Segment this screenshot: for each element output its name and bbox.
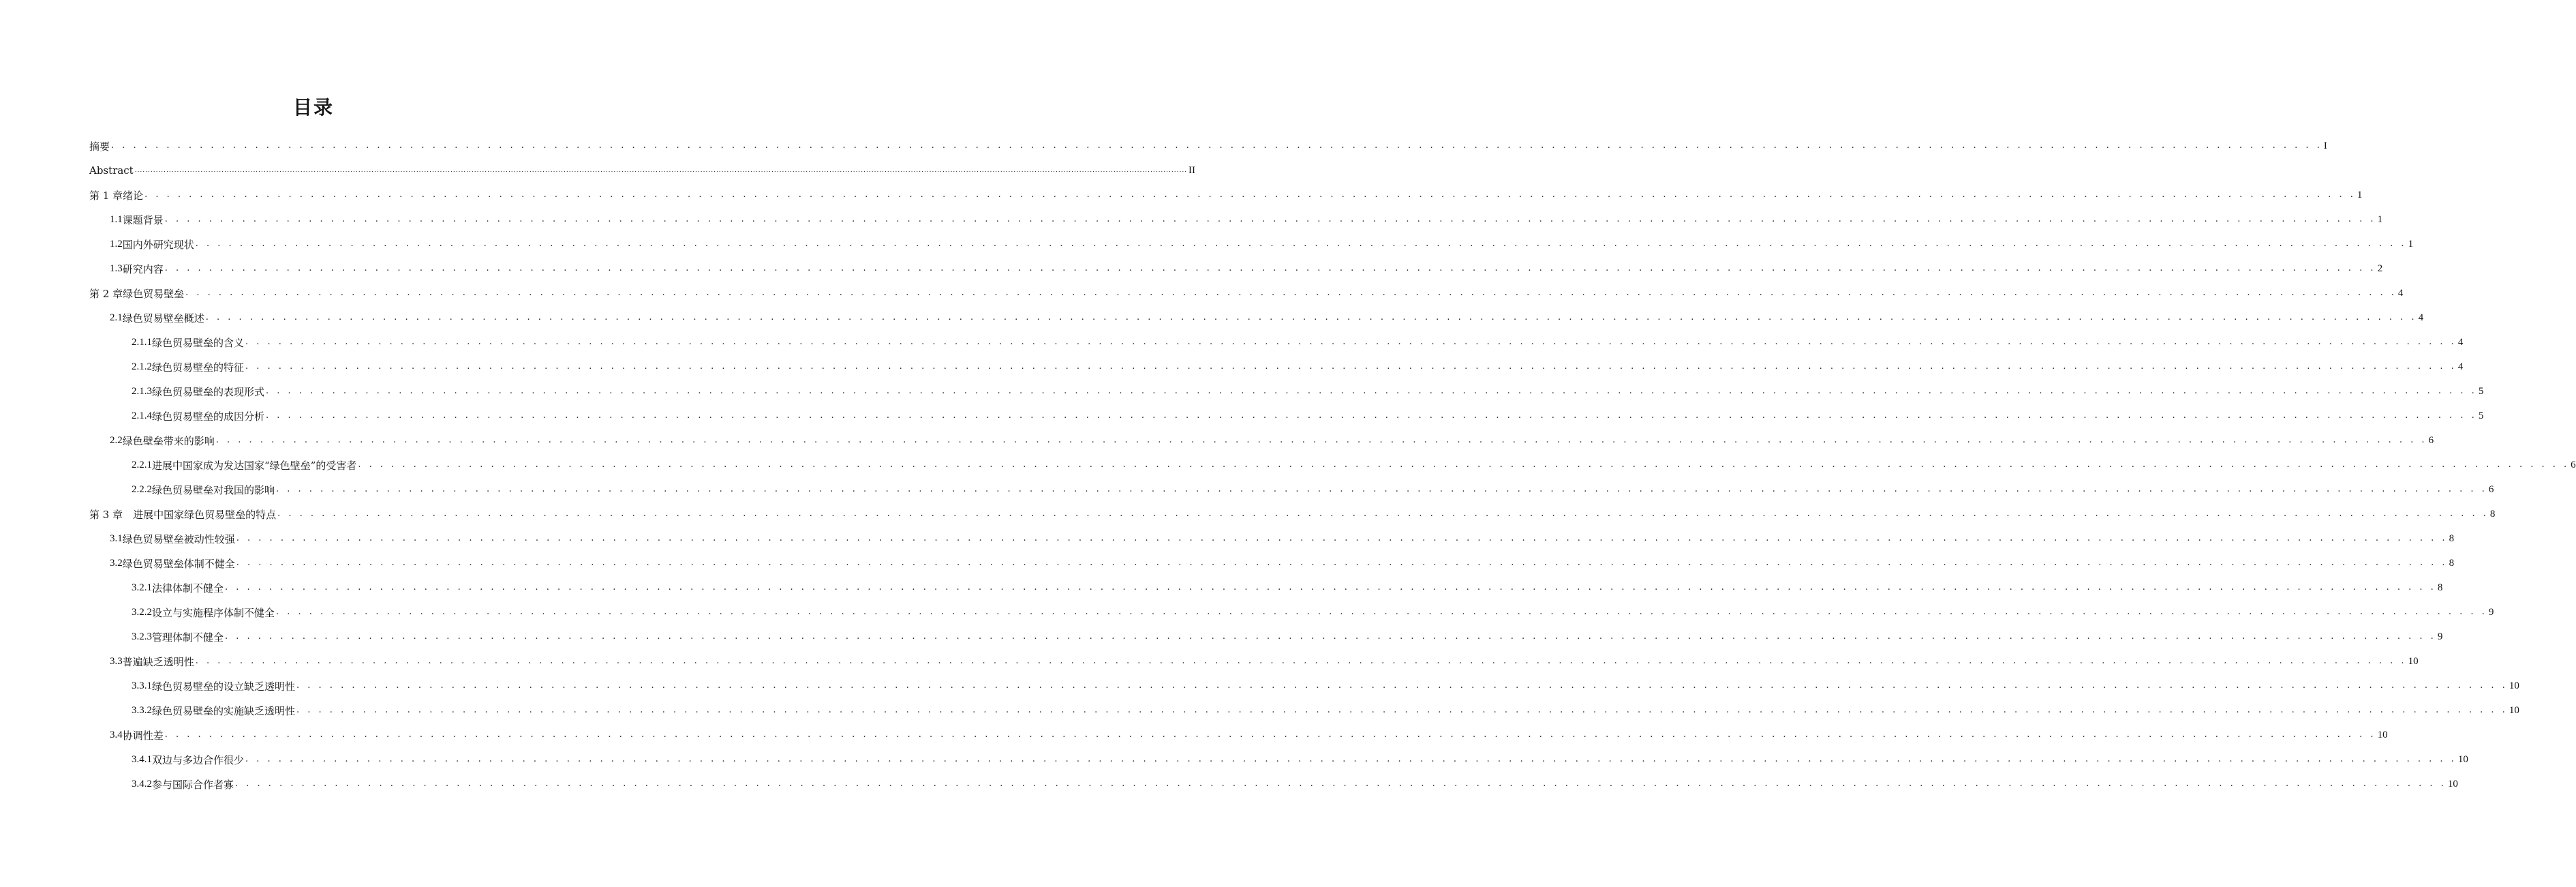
toc-entry-number: 2.2 bbox=[110, 434, 123, 446]
toc-entry[interactable] bbox=[110, 723, 2388, 747]
toc-entry[interactable] bbox=[110, 232, 2414, 256]
toc-entry-label: 进展中国家成为发达国家“绿色壁垒”的受害者 bbox=[152, 459, 357, 472]
dot-leader: . . . . . . . . . . . . . . . . . . . . . . . . . . . . . . . . . . . . . . . . . . . . . . . . . . . . . . . . . . . . . . . . . . . . . . . . . . . . . . . . . . . . . . . . . . . . . . . . . . . . . . . . . . . . . . . . . . . . . . . . . . . . . . . . . . . . . . . . . . . . . . . . . . . . . . . . . . . . . . . . . . . . . . . . . . . . . . . . . . . . . . . . . . . . . . . . . . . . . . . . bbox=[236, 558, 2448, 568]
dot-leader: . . . . . . . . . . . . . . . . . . . . . . . . . . . . . . . . . . . . . . . . . . . . . . . . . . . . . . . . . . . . . . . . . . . . . . . . . . . . . . . . . . . . . . . . . . . . . . . . . . . . . . . . . . . . . . . . . . . . . . . . . . . . . . . . . . . . . . . . . . . . . . . . . . . . . . . . . . . . . . . . . . . . . . . . . . . . . . . . . . . . . . . . . . . . . . . . . . . . . . . . bbox=[245, 754, 2457, 764]
toc-entry-number: 1.1 bbox=[110, 213, 123, 225]
dot-leader: . . . . . . . . . . . . . . . . . . . . . . . . . . . . . . . . . . . . . . . . . . . . . . . . . . . . . . . . . . . . . . . . . . . . . . . . . . . . . . . . . . . . . . . . . . . . . . . . . . . . . . . . . . . . . . . . . . . . . . . . . . . . . . . . . . . . . . . . . . . . . . . . . . . . . . . . . . . . . . . . . . . . . . . . . . . . . . . . . . . . . . . . . . . . . . . . . . . . . . . . bbox=[195, 656, 2407, 666]
toc-entry-page-number: 8 bbox=[2449, 557, 2455, 569]
dot-leader: . . . . . . . . . . . . . . . . . . . . . . . . . . . . . . . . . . . . . . . . . . . . . . . . . . . . . . . . . . . . . . . . . . . . . . . . . . . . . . . . . . . . . . . . . . . . . . . . . . . . . . . . . . . . . . . . . . . . . . . . . . . . . . . . . . . . . . . . . . . . . . . . . . . . . . . . . . . . . . . . . . . . . . . . . . . . . . . . . . . . . . . . . . . . . . . . . . . . . . . . bbox=[195, 239, 2407, 249]
toc-entry-page-number: 1 bbox=[2408, 238, 2414, 250]
toc-entry-number: 2.2.2 bbox=[132, 483, 152, 495]
toc-entry-label: 摘要 bbox=[89, 140, 110, 153]
toc-entry[interactable] bbox=[89, 183, 2363, 207]
toc-entry-number: 1.3 bbox=[110, 262, 123, 274]
toc-entry-page-number: 5 bbox=[2478, 410, 2484, 421]
page-title: 目录 bbox=[292, 96, 334, 119]
toc-entry-page-number: 4 bbox=[2397, 287, 2404, 299]
toc-entry-label: 课题背景 bbox=[122, 213, 164, 226]
dot-leader: . . . . . . . . . . . . . . . . . . . . . . . . . . . . . . . . . . . . . . . . . . . . . . . . . . . . . . . . . . . . . . . . . . . . . . . . . . . . . . . . . . . . . . . . . . . . . . . . . . . . . . . . . . . . . . . . . . . . . . . . . . . . . . . . . . . . . . . . . . . . . . . . . . . . . . . . . . . . . . . . . . . . . . . . . . . . . . . . . . . . . . . . . . . . . . . . . . . . . . . . bbox=[235, 779, 2447, 789]
toc-entry-label: 第 3 章 进展中国家绿色贸易壁垒的特点 bbox=[89, 508, 277, 521]
toc-entry[interactable] bbox=[132, 453, 2576, 477]
toc-entry-page-number: 8 bbox=[2449, 532, 2455, 544]
dot-leader: . . . . . . . . . . . . . . . . . . . . . . . . . . . . . . . . . . . . . . . . . . . . . . . . . . . . . . . . . . . . . . . . . . . . . . . . . . . . . . . . . . . . . . . . . . . . . . . . . . . . . . . . . . . . . . . . . . . . . . . . . . . . . . . . . . . . . . . . . . . . . . . . . . . . . . . . . . . . . . . . . . . . . . . . . . . . . . . . . . . . . . . . . . . . . . . . . . . . . . . . bbox=[358, 460, 2570, 470]
toc-entry[interactable] bbox=[132, 575, 2443, 600]
toc-entry[interactable] bbox=[89, 502, 2496, 526]
toc-entry-number: 1.2 bbox=[110, 238, 123, 250]
dot-leader: . . . . . . . . . . . . . . . . . . . . . . . . . . . . . . . . . . . . . . . . . . . . . . . . . . . . . . . . . . . . . . . . . . . . . . . . . . . . . . . . . . . . . . . . . . . . . . . . . . . . . . . . . . . . . . . . . . . . . . . . . . . . . . . . . . . . . . . . . . . . . . . . . . . . . . . . . . . . . . . . . . . . . . . . . . . . . . . . . . . . . . . . . . . . . . . . . . . . . . . . bbox=[266, 410, 2477, 421]
toc-entry[interactable] bbox=[132, 747, 2468, 772]
dot-leader: . . . . . . . . . . . . . . . . . . . . . . . . . . . . . . . . . . . . . . . . . . . . . . . . . . . . . . . . . . . . . . . . . . . . . . . . . . . . . . . . . . . . . . . . . . . . . . . . . . . . . . . . . . . . . . . . . . . . . . . . . . . . . . . . . . . . . . . . . . . . . . . . . . . . . . . . . . . . . . . . . . . . . . . . . . . . . . . . . . . . . . . . . . . . . . . . . . . . . . . . bbox=[215, 435, 2427, 445]
toc-entry-label: 研究内容 bbox=[122, 262, 164, 275]
toc-entry[interactable] bbox=[89, 134, 2327, 158]
toc-entry-number: 3.2.2 bbox=[132, 606, 152, 618]
toc-entry-page-number: 10 bbox=[2509, 704, 2519, 716]
toc-entry[interactable] bbox=[132, 355, 2464, 379]
toc-entry-number: 2.1.4 bbox=[132, 410, 152, 421]
toc-entry-number: 3.3.1 bbox=[132, 680, 152, 691]
toc-entry-page-number: 1 bbox=[2357, 189, 2363, 200]
toc-entry-label: 法律体制不健全 bbox=[152, 582, 224, 595]
toc-entry[interactable] bbox=[132, 404, 2484, 428]
toc-entry-label: 绿色贸易壁垒的含义 bbox=[152, 336, 245, 349]
dot-leader: . . . . . . . . . . . . . . . . . . . . . . . . . . . . . . . . . . . . . . . . . . . . . . . . . . . . . . . . . . . . . . . . . . . . . . . . . . . . . . . . . . . . . . . . . . . . . . . . . . . . . . . . . . . . . . . . . . . . . . . . . . . . . . . . . . . . . . . . . . . . . . . . . . . . . . . . . . . . . . . . . . . . . . . . . . . . . . . . . . . . . . . . . . . . . . . . . . . . . . . . bbox=[296, 680, 2508, 691]
toc-entry-label: 绿色壁垒带来的影响 bbox=[122, 434, 215, 447]
toc-entry-label: 第 1 章绪论 bbox=[89, 189, 144, 202]
toc-entry-number: 2.1.3 bbox=[132, 385, 152, 397]
toc-entry-page-number: 10 bbox=[2509, 680, 2519, 691]
toc-entry-page-number: 10 bbox=[2408, 655, 2419, 667]
toc-entry[interactable] bbox=[132, 698, 2519, 723]
toc-entry-label: 绿色贸易壁垒的特征 bbox=[152, 361, 245, 374]
toc-entry-label: 协调性差 bbox=[122, 729, 164, 742]
toc-entry-page-number: 10 bbox=[2457, 753, 2468, 765]
toc-entry-page-number: 5 bbox=[2478, 385, 2484, 397]
toc-entry-label: Abstract bbox=[89, 164, 134, 177]
toc-entry-label: 普遍缺乏透明性 bbox=[122, 655, 194, 668]
toc-entry[interactable] bbox=[132, 330, 2464, 355]
dot-leader: . . . . . . . . . . . . . . . . . . . . . . . . . . . . . . . . . . . . . . . . . . . . . . . . . . . . . . . . . . . . . . . . . . . . . . . . . . . . . . . . . . . . . . . . . . . . . . . . . . . . . . . . . . . . . . . . . . . . . . . . . . . . . . . . . . . . . . . . . . . . . . . . . . . . . . . . . . . . . . . . . . . . . . . . . . . . . . . . . . . . . . . . . . . . . . . . . . . . . . . . bbox=[164, 263, 2376, 273]
toc-entry-page-number: 10 bbox=[2447, 778, 2458, 790]
dot-leader: . . . . . . . . . . . . . . . . . . . . . . . . . . . . . . . . . . . . . . . . . . . . . . . . . . . . . . . . . . . . . . . . . . . . . . . . . . . . . . . . . . . . . . . . . . . . . . . . . . . . . . . . . . . . . . . . . . . . . . . . . . . . . . . . . . . . . . . . . . . . . . . . . . . . . . . . . . . . . . . . . . . . . . . . . . . . . . . . . . . . . . . . . . . . . . . . . . . . . . . . bbox=[245, 361, 2457, 372]
toc-entry[interactable] bbox=[110, 551, 2455, 575]
toc-entry-label: 绿色贸易壁垒的成因分析 bbox=[152, 410, 265, 423]
dot-leader: . . . . . . . . . . . . . . . . . . . . . . . . . . . . . . . . . . . . . . . . . . . . . . . . . . . . . . . . . . . . . . . . . . . . . . . . . . . . . . . . . . . . . . . . . . . . . . . . . . . . . . . . . . . . . . . . . . . . . . . . . . . . . . . . . . . . . . . . . . . . . . . . . . . . . . . . . . . . . . . . . . . . . . . . . . . . . . . . . . . . . . . . . . . . . . . . . . . . . . . . bbox=[276, 607, 2487, 617]
toc-entry-label: 绿色贸易壁垒被动性较强 bbox=[122, 532, 235, 545]
toc-entry[interactable] bbox=[132, 379, 2484, 404]
toc-entry-label: 绿色贸易壁垒的设立缺乏透明性 bbox=[152, 680, 296, 693]
toc-entry-page-number: 2 bbox=[2377, 262, 2383, 274]
toc-entry-page-number: 8 bbox=[2489, 508, 2496, 520]
toc-entry-page-number: 4 bbox=[2418, 312, 2424, 323]
toc-entry-page-number: II bbox=[1189, 164, 1196, 176]
toc-entry-number: 3.1 bbox=[110, 532, 123, 544]
dot-leader: . . . . . . . . . . . . . . . . . . . . . . . . . . . . . . . . . . . . . . . . . . . . . . . . . . . . . . . . . . . . . . . . . . . . . . . . . . . . . . . . . . . . . . . . . . . . . . . . . . . . . . . . . . . . . . . . . . . . . . . . . . . . . . . . . . . . . . . . . . . . . . . . . . . . . . . . . . . . . . . . . . . . . . . . . . . . . . . . . . . . . . . . . . . . . . . . . . . . . . . . bbox=[111, 140, 2322, 151]
toc-entry-number: 3.3.2 bbox=[132, 704, 152, 716]
dot-leader: . . . . . . . . . . . . . . . . . . . . . . . . . . . . . . . . . . . . . . . . . . . . . . . . . . . . . . . . . . . . . . . . . . . . . . . . . . . . . . . . . . . . . . . . . . . . . . . . . . . . . . . . . . . . . . . . . . . . . . . . . . . . . . . . . . . . . . . . . . . . . . . . . . . . . . . . . . . . . . . . . . . . . . . . . . . . . . . . . . . . . . . . . . . . . . . . . . . . . . . . bbox=[266, 386, 2477, 396]
table-of-contents bbox=[0, 134, 2576, 796]
toc-entry-page-number: 1 bbox=[2377, 213, 2383, 225]
toc-entry-number: 2.1 bbox=[110, 312, 123, 323]
toc-entry-label: 国内外研究现状 bbox=[122, 238, 194, 251]
dot-leader: . . . . . . . . . . . . . . . . . . . . . . . . . . . . . . . . . . . . . . . . . . . . . . . . . . . . . . . . . . . . . . . . . . . . . . . . . . . . . . . . . . . . . . . . . . . . . . . . . . . . . . . . . . . . . . . . . . . . . . . . . . . . . . . . . . . . . . . . . . . . . . . . . . . . . . . . . . . . . . . . . . . . . . . . . . . . . . . . . . . . . . . . . . . . . . . . . . . . . . . . bbox=[205, 312, 2417, 322]
toc-entry-number: 3.2.3 bbox=[132, 631, 152, 642]
dot-leader: . . . . . . . . . . . . . . . . . . . . . . . . . . . . . . . . . . . . . . . . . . . . . . . . . . . . . . . . . . . . . . . . . . . . . . . . . . . . . . . . . . . . . . . . . . . . . . . . . . . . . . . . . . . . . . . . . . . . . . . . . . . . . . . . . . . . . . . . . . . . . . . . . . . . . . . . . . . . . . . . . . . . . . . . . . . . . . . . . . . . . . . . . . . . . . . . . . . . . . . . bbox=[236, 533, 2448, 543]
dot-leader: ................................................................................................................................................................................................................................................................................................................................................................................................................ bbox=[134, 167, 1188, 174]
dot-leader: . . . . . . . . . . . . . . . . . . . . . . . . . . . . . . . . . . . . . . . . . . . . . . . . . . . . . . . . . . . . . . . . . . . . . . . . . . . . . . . . . . . . . . . . . . . . . . . . . . . . . . . . . . . . . . . . . . . . . . . . . . . . . . . . . . . . . . . . . . . . . . . . . . . . . . . . . . . . . . . . . . . . . . . . . . . . . . . . . . . . . . . . . . . . . . . . . . . . . . . . bbox=[225, 582, 2436, 592]
dot-leader: . . . . . . . . . . . . . . . . . . . . . . . . . . . . . . . . . . . . . . . . . . . . . . . . . . . . . . . . . . . . . . . . . . . . . . . . . . . . . . . . . . . . . . . . . . . . . . . . . . . . . . . . . . . . . . . . . . . . . . . . . . . . . . . . . . . . . . . . . . . . . . . . . . . . . . . . . . . . . . . . . . . . . . . . . . . . . . . . . . . . . . . . . . . . . . . . . . . . . . . . bbox=[296, 705, 2508, 715]
toc-entry[interactable] bbox=[89, 158, 1196, 183]
toc-entry-number: 3.4.1 bbox=[132, 753, 152, 765]
toc-entry[interactable] bbox=[110, 207, 2383, 232]
toc-entry-page-number: 8 bbox=[2437, 582, 2443, 593]
toc-entry-label: 双边与多边合作很少 bbox=[152, 753, 245, 766]
toc-entry-label: 绿色贸易壁垒对我国的影响 bbox=[152, 483, 275, 496]
toc-entry-page-number: 6 bbox=[2428, 434, 2434, 446]
toc-entry[interactable] bbox=[89, 281, 2404, 305]
toc-entry-page-number: 9 bbox=[2437, 631, 2443, 642]
dot-leader: . . . . . . . . . . . . . . . . . . . . . . . . . . . . . . . . . . . . . . . . . . . . . . . . . . . . . . . . . . . . . . . . . . . . . . . . . . . . . . . . . . . . . . . . . . . . . . . . . . . . . . . . . . . . . . . . . . . . . . . . . . . . . . . . . . . . . . . . . . . . . . . . . . . . . . . . . . . . . . . . . . . . . . . . . . . . . . . . . . . . . . . . . . . . . . . . . . . . . . . . bbox=[277, 509, 2489, 519]
toc-entry-page-number: 4 bbox=[2457, 336, 2464, 348]
toc-entry-number: 2.1.2 bbox=[132, 361, 152, 372]
dot-leader: . . . . . . . . . . . . . . . . . . . . . . . . . . . . . . . . . . . . . . . . . . . . . . . . . . . . . . . . . . . . . . . . . . . . . . . . . . . . . . . . . . . . . . . . . . . . . . . . . . . . . . . . . . . . . . . . . . . . . . . . . . . . . . . . . . . . . . . . . . . . . . . . . . . . . . . . . . . . . . . . . . . . . . . . . . . . . . . . . . . . . . . . . . . . . . . . . . . . . . . . bbox=[144, 190, 2356, 200]
toc-entry-label: 绿色贸易壁垒体制不健全 bbox=[122, 557, 235, 570]
toc-entry-label: 绿色贸易壁垒的表现形式 bbox=[152, 385, 265, 398]
dot-leader: . . . . . . . . . . . . . . . . . . . . . . . . . . . . . . . . . . . . . . . . . . . . . . . . . . . . . . . . . . . . . . . . . . . . . . . . . . . . . . . . . . . . . . . . . . . . . . . . . . . . . . . . . . . . . . . . . . . . . . . . . . . . . . . . . . . . . . . . . . . . . . . . . . . . . . . . . . . . . . . . . . . . . . . . . . . . . . . . . . . . . . . . . . . . . . . . . . . . . . . . bbox=[225, 631, 2436, 642]
toc-entry-label: 参与国际合作者寡 bbox=[152, 778, 234, 791]
dot-leader: . . . . . . . . . . . . . . . . . . . . . . . . . . . . . . . . . . . . . . . . . . . . . . . . . . . . . . . . . . . . . . . . . . . . . . . . . . . . . . . . . . . . . . . . . . . . . . . . . . . . . . . . . . . . . . . . . . . . . . . . . . . . . . . . . . . . . . . . . . . . . . . . . . . . . . . . . . . . . . . . . . . . . . . . . . . . . . . . . . . . . . . . . . . . . . . . . . . . . . . . bbox=[164, 214, 2376, 224]
toc-entry-page-number: 6 bbox=[2488, 483, 2494, 495]
toc-entry-label: 第 2 章绿色贸易壁垒 bbox=[89, 287, 185, 300]
toc-entry[interactable] bbox=[132, 674, 2519, 698]
toc-entry-label: 绿色贸易壁垒概述 bbox=[122, 312, 204, 325]
dot-leader: . . . . . . . . . . . . . . . . . . . . . . . . . . . . . . . . . . . . . . . . . . . . . . . . . . . . . . . . . . . . . . . . . . . . . . . . . . . . . . . . . . . . . . . . . . . . . . . . . . . . . . . . . . . . . . . . . . . . . . . . . . . . . . . . . . . . . . . . . . . . . . . . . . . . . . . . . . . . . . . . . . . . . . . . . . . . . . . . . . . . . . . . . . . . . . . . . . . . . . . . bbox=[276, 484, 2487, 494]
toc-entry-label: 绿色贸易壁垒的实施缺乏透明性 bbox=[152, 704, 296, 717]
toc-entry-number: 3.2.1 bbox=[132, 582, 152, 593]
toc-entry-page-number: 6 bbox=[2571, 459, 2576, 470]
dot-leader: . . . . . . . . . . . . . . . . . . . . . . . . . . . . . . . . . . . . . . . . . . . . . . . . . . . . . . . . . . . . . . . . . . . . . . . . . . . . . . . . . . . . . . . . . . . . . . . . . . . . . . . . . . . . . . . . . . . . . . . . . . . . . . . . . . . . . . . . . . . . . . . . . . . . . . . . . . . . . . . . . . . . . . . . . . . . . . . . . . . . . . . . . . . . . . . . . . . . . . . . bbox=[164, 730, 2376, 740]
toc-entry-number: 2.1.1 bbox=[132, 336, 152, 348]
toc-entry[interactable] bbox=[110, 428, 2434, 453]
toc-entry[interactable] bbox=[132, 772, 2458, 796]
toc-entry[interactable] bbox=[132, 477, 2494, 502]
toc-entry-page-number: I bbox=[2323, 140, 2327, 151]
toc-entry-number: 3.2 bbox=[110, 557, 123, 569]
toc-entry-number: 2.2.1 bbox=[132, 459, 152, 470]
toc-entry-number: 3.4.2 bbox=[132, 778, 152, 790]
dot-leader: . . . . . . . . . . . . . . . . . . . . . . . . . . . . . . . . . . . . . . . . . . . . . . . . . . . . . . . . . . . . . . . . . . . . . . . . . . . . . . . . . . . . . . . . . . . . . . . . . . . . . . . . . . . . . . . . . . . . . . . . . . . . . . . . . . . . . . . . . . . . . . . . . . . . . . . . . . . . . . . . . . . . . . . . . . . . . . . . . . . . . . . . . . . . . . . . . . . . . . . . bbox=[185, 288, 2397, 298]
toc-entry[interactable] bbox=[132, 625, 2443, 649]
toc-entry-number: 3.4 bbox=[110, 729, 123, 740]
toc-entry-number: 3.3 bbox=[110, 655, 123, 667]
toc-entry[interactable] bbox=[110, 305, 2424, 330]
toc-entry[interactable] bbox=[110, 526, 2455, 551]
toc-entry-label: 设立与实施程序体制不健全 bbox=[152, 606, 275, 619]
toc-entry[interactable] bbox=[110, 256, 2383, 281]
toc-entry-page-number: 9 bbox=[2488, 606, 2494, 618]
toc-entry[interactable] bbox=[110, 649, 2419, 674]
toc-entry[interactable] bbox=[132, 600, 2494, 625]
dot-leader: . . . . . . . . . . . . . . . . . . . . . . . . . . . . . . . . . . . . . . . . . . . . . . . . . . . . . . . . . . . . . . . . . . . . . . . . . . . . . . . . . . . . . . . . . . . . . . . . . . . . . . . . . . . . . . . . . . . . . . . . . . . . . . . . . . . . . . . . . . . . . . . . . . . . . . . . . . . . . . . . . . . . . . . . . . . . . . . . . . . . . . . . . . . . . . . . . . . . . . . . bbox=[245, 337, 2457, 347]
toc-entry-label: 管理体制不健全 bbox=[152, 631, 224, 644]
toc-entry-page-number: 4 bbox=[2457, 361, 2464, 372]
toc-entry-page-number: 10 bbox=[2377, 729, 2388, 740]
